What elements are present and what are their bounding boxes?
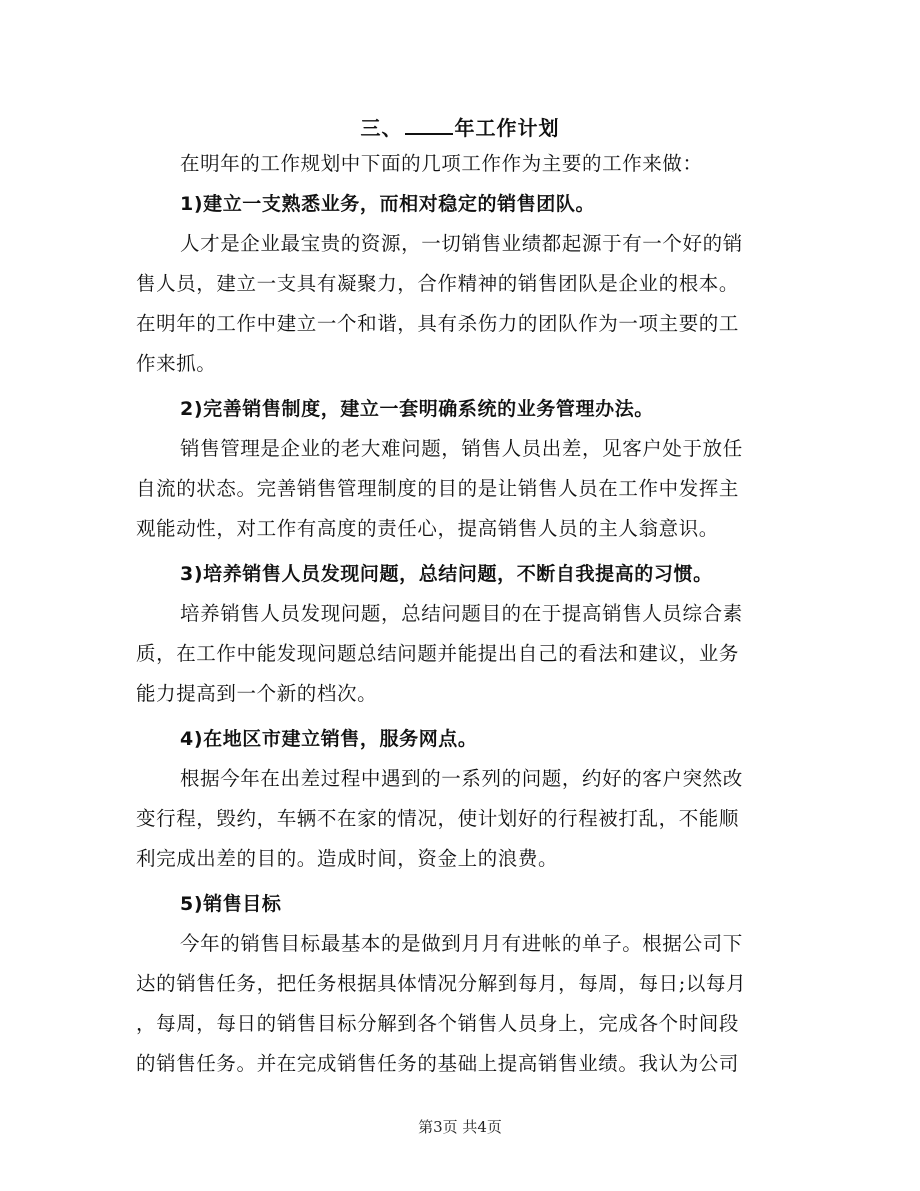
paragraph-line: 变行程，毁约，车辆不在家的情况，使计划好的行程被打乱，不能顺 xyxy=(136,807,740,830)
paragraph-line: 能力提高到一个新的档次。 xyxy=(136,682,378,705)
paragraph-line: 销售管理是企业的老大难问题，销售人员出差，见客户处于放任 xyxy=(180,437,743,460)
paragraph-line: 质，在工作中能发现问题总结问题并能提出自己的看法和建议，业务 xyxy=(136,642,740,665)
paragraph-line: 达的销售任务，把任务根据具体情况分解到每月，每周，每日;以每月 xyxy=(136,972,747,995)
heading-5: 5)销售目标 xyxy=(180,893,282,915)
page-footer: 第3页 共4页 xyxy=(418,1118,502,1136)
paragraph-line: ，每周，每日的销售目标分解到各个销售人员身上，完成各个时间段 xyxy=(136,1012,740,1035)
title-blank xyxy=(405,115,453,135)
title-prefix: 三、 xyxy=(360,116,403,140)
paragraph-line: 在明年的工作中建立一个和谐，具有杀伤力的团队作为一项主要的工 xyxy=(136,312,740,335)
paragraph-line: 培养销售人员发现问题，总结问题目的在于提高销售人员综合素 xyxy=(180,602,743,625)
title-suffix: 年工作计划 xyxy=(454,116,560,140)
heading-1: 1)建立一支熟悉业务，而相对稳定的销售团队。 xyxy=(180,193,596,215)
paragraph-line: 售人员，建立一支具有凝聚力，合作精神的销售团队是企业的根本。 xyxy=(136,272,740,295)
heading-4: 4)在地区市建立销售，服务网点。 xyxy=(180,728,478,750)
paragraph-line: 的销售任务。并在完成销售任务的基础上提高销售业绩。我认为公司 xyxy=(136,1052,740,1075)
paragraph-line: 利完成出差的目的。造成时间，资金上的浪费。 xyxy=(136,847,559,870)
intro-line: 在明年的工作规划中下面的几项工作作为主要的工作来做： xyxy=(180,152,703,175)
paragraph-line: 今年的销售目标最基本的是做到月月有进帐的单子。根据公司下 xyxy=(180,932,743,955)
paragraph-line: 根据今年在出差过程中遇到的一系列的问题，约好的客户突然改 xyxy=(180,767,743,790)
paragraph-line: 观能动性，对工作有高度的责任心，提高销售人员的主人翁意识。 xyxy=(136,517,719,540)
paragraph-line: 自流的状态。完善销售管理制度的目的是让销售人员在工作中发挥主 xyxy=(136,477,740,500)
paragraph-line: 作来抓。 xyxy=(136,352,217,375)
heading-2: 2)完善销售制度，建立一套明确系统的业务管理办法。 xyxy=(180,398,654,420)
paragraph-line: 人才是企业最宝贵的资源，一切销售业绩都起源于有一个好的销 xyxy=(180,232,743,255)
section-title xyxy=(0,112,920,141)
heading-3: 3)培养销售人员发现问题，总结问题，不断自我提高的习惯。 xyxy=(180,563,713,585)
